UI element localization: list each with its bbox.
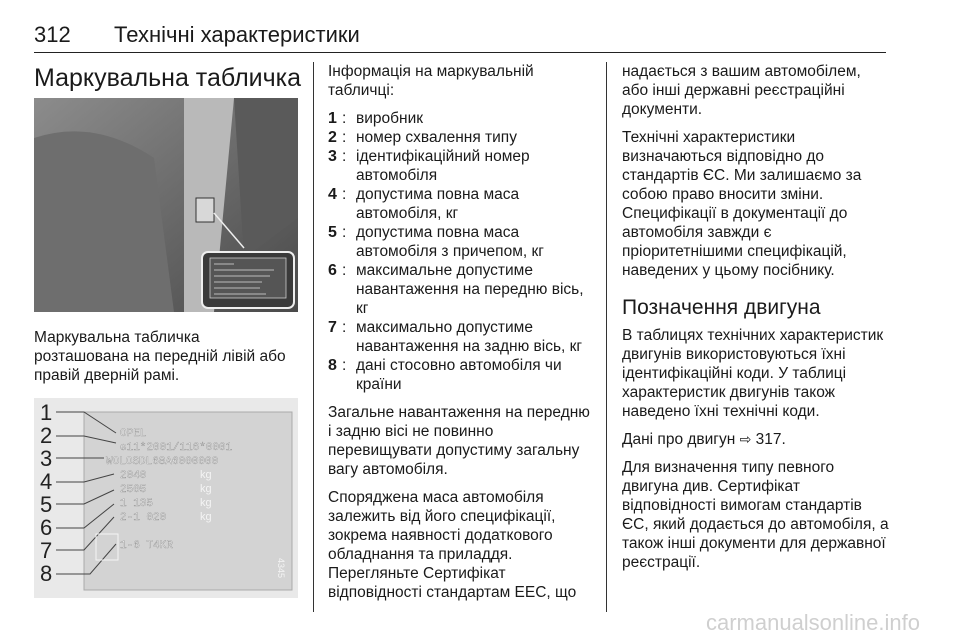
list-item: 2 : номер схвалення типу xyxy=(328,129,517,146)
plate-number-7: 7 xyxy=(40,538,53,563)
plate-line-manufacturer: OPEL xyxy=(120,428,147,440)
plate-line-country-data: 1-6 T4KR xyxy=(120,540,173,552)
page-number: 312 xyxy=(34,22,71,47)
plate-unit-kg: kg xyxy=(200,511,212,523)
plate-line-rear-axle: 2-1 020 xyxy=(120,512,167,524)
photo-caption: Маркувальна табличка розташована на передній лівій або правій дверній рамі. xyxy=(34,329,286,384)
page-header xyxy=(34,22,886,53)
column-plate-info xyxy=(328,62,593,611)
list-item: 6 : максимальне допустиме навантаження на передню вісь, кг xyxy=(328,262,584,317)
curb-weight-paragraph: Споряджена маса автомобіля залежить від його специфікації, зокрема наявності додаткового обладнання та приладдя. Перегляньте Сертифікат відповідності стандартам ЕЕС, що xyxy=(328,489,577,601)
plate-line-vin: WOLOSDL68A6000000 xyxy=(106,456,219,468)
documents-paragraph: надається з вашим автомобілем, або інші державні реєстраційні документи. xyxy=(622,63,861,118)
column-divider xyxy=(313,62,314,612)
plate-line-gross-weight: 2040 xyxy=(120,470,147,482)
list-item: 7 : максимально допустиме навантаження на задню вісь, кг xyxy=(328,319,583,355)
plate-side-code: 4345 xyxy=(276,558,286,579)
plate-number-8: 8 xyxy=(40,561,53,586)
list-item: 4 : допустима повна маса автомобіля, кг xyxy=(328,186,520,222)
plate-number-2: 2 xyxy=(40,423,53,448)
plate-number-3: 3 xyxy=(40,446,53,471)
plate-number-5: 5 xyxy=(40,492,53,517)
plate-line-front-axle: 1 135 xyxy=(120,498,154,510)
list-item: 5 : допустима повна маса автомобіля з причепом, кг xyxy=(328,224,544,260)
column-divider xyxy=(606,62,607,612)
plate-number-1: 1 xyxy=(40,400,53,425)
plate-unit-kg: kg xyxy=(200,497,212,509)
engine-codes-paragraph: В таблицях технічних характеристик двигунів використовуються їхні ідентифікаційні коди. У таблиці характеристик двигунів також наведено їхні технічні коди. xyxy=(622,327,884,420)
engine-type-paragraph: Для визначення типу певного двигуна див. Сертифікат відповідності вимогам стандартів ЄС, який додається до автомобіля, а також інші документи для державної реєстрації. xyxy=(622,459,889,571)
list-item: 8 : дані стосовно автомобіля чи країни xyxy=(328,357,562,393)
running-title: Технічні характеристики xyxy=(114,22,360,47)
plate-number-6: 6 xyxy=(40,515,53,540)
column-specs xyxy=(622,62,890,581)
plate-line-approval: e11*2001/116*0001 xyxy=(120,442,233,454)
plate-line-train-weight: 2505 xyxy=(120,484,147,496)
specs-paragraph: Технічні характеристики визначаються відповідно до стандартів ЄС. Ми залишаємо за собою право вносити зміни. Специфікації в документації до автомобіля завжди є пріоритетнішими специфікацій, наведених у цьому посібнику. xyxy=(622,129,862,279)
plate-number-4: 4 xyxy=(40,469,53,494)
plate-unit-kg: kg xyxy=(200,483,212,495)
list-item: 1 : виробник xyxy=(328,110,424,127)
page-reference-arrow-icon: ⇨ xyxy=(739,431,752,447)
section-title: Маркувальна табличка xyxy=(34,64,302,92)
engine-designation-heading: Позначення двигуна xyxy=(622,296,821,319)
engine-data-reference: Дані про двигун ⇨ 317. xyxy=(622,431,786,448)
plate-diagram xyxy=(34,398,298,598)
list-item: 3 : ідентифікаційний номер автомобіля xyxy=(328,148,530,184)
plate-unit-kg: kg xyxy=(200,469,212,481)
door-frame-photo xyxy=(34,98,298,312)
axle-load-paragraph: Загальне навантаження на передню і задню вісі не повинно перевищувати допустиму загальну вагу автомобіля. xyxy=(328,404,590,478)
plate-info-list xyxy=(328,109,593,394)
page-reference-link[interactable]: 317. xyxy=(755,431,786,448)
plate-info-intro: Інформація на маркувальній табличці: xyxy=(328,63,534,99)
watermark: carmanualsonline.info xyxy=(705,610,920,635)
